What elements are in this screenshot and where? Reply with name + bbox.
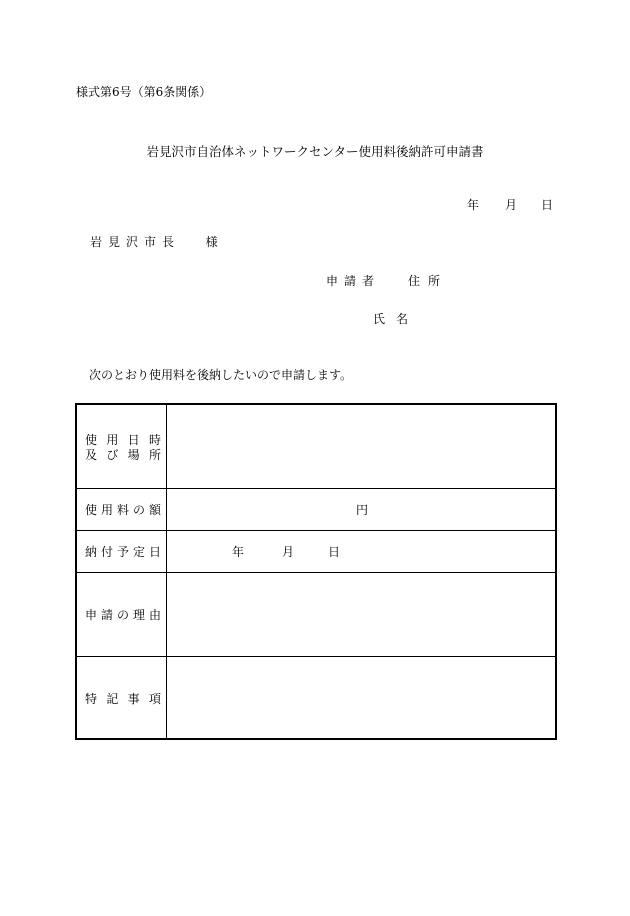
fee-amount-label-text: 使用料の額 [85,503,161,517]
fee-amount-unit: 円 [356,503,369,517]
date-day-label: 日 [541,198,554,212]
name-label: 氏名 [373,312,420,326]
payment-date-label-text: 納付予定日 [85,545,161,559]
addressee-honorific: 様 [205,235,218,249]
remarks-label-text: 特記事項 [85,692,161,706]
date-month-label: 月 [505,198,518,212]
addressee [90,236,218,248]
applicant-label: 申請者 [326,274,381,288]
row-payment-date [77,531,555,573]
payment-date-month: 月 [282,545,295,559]
row-remarks [77,657,555,738]
address-label: 住所 [408,274,449,288]
row-reason [77,573,555,657]
remarks-label [85,693,161,705]
addressee-name: 岩見沢市長 [90,235,181,249]
reason-label [85,609,161,621]
payment-date-day: 日 [328,545,341,559]
row-fee-amount [77,489,555,531]
document-title: 岩見沢市自治体ネットワークセンター使用料後納許可申請書 [146,144,484,159]
date-year-label: 年 [467,198,480,212]
payment-date-label [85,546,161,558]
intro-text: 次のとおり使用料を後納したいので申請します。 [89,368,353,382]
fee-amount-label [85,504,161,516]
form-number: 様式第6号（第6条関係） [76,85,212,99]
usage-datetime-label-line1: 使用日時 [85,433,161,447]
usage-datetime-label-line2: 及び場所 [85,448,161,462]
row-usage-datetime [77,405,555,489]
payment-date-year: 年 [232,545,245,559]
application-form-table [75,403,557,740]
usage-datetime-label [85,434,161,461]
reason-label-text: 申請の理由 [85,608,161,622]
